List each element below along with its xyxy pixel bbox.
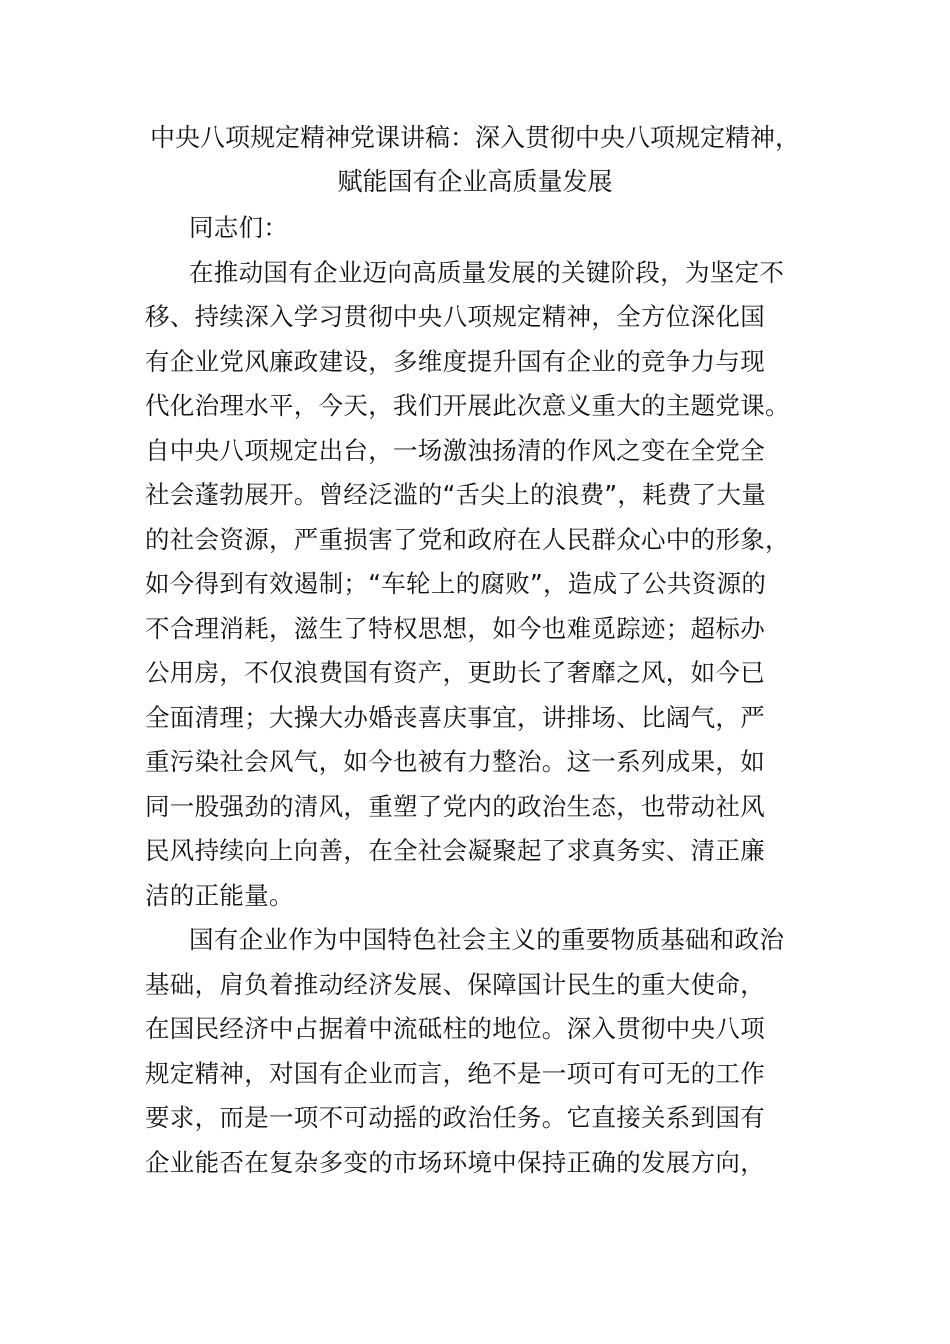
title-line-2: 赋能国有企业高质量发展	[337, 167, 613, 196]
paragraph-line: 的社会资源，严重损害了党和政府在人民群众心中的形象，	[145, 524, 790, 554]
paragraph-line: 社会蓬勃展开。曾经泛滥的“舌尖上的浪费”，耗费了大量	[145, 480, 767, 509]
paragraph-line: 代化治理水平，今天，我们开展此次意义重大的主题党课。	[145, 391, 790, 420]
paragraph-line: 洁的正能量。	[145, 880, 294, 910]
paragraph-2	[145, 918, 825, 1185]
paragraph-line: 在国民经济中占据着中流砥柱的地位。深入贯彻中央八项	[145, 1014, 765, 1043]
paragraph-1	[145, 251, 825, 919]
title-line-1: 中央八项规定精神党课讲稿：深入贯彻中央八项规定精神，	[149, 123, 800, 152]
paragraph-line: 国有企业作为中国特色社会主义的重要物质基础和政治	[189, 925, 785, 954]
document-body	[145, 206, 825, 1185]
paragraph-line: 重污染社会风气，如今也被有力整治。这一系列成果，如	[145, 747, 765, 776]
paragraph-line: 规定精神，对国有企业而言，绝不是一项可有可无的工作	[145, 1058, 765, 1088]
salutation: 同志们：	[189, 213, 289, 242]
paragraph-line: 基础，肩负着推动经济发展、保障国计民生的重大使命，	[145, 969, 765, 999]
paragraph-line: 公用房，不仅浪费国有资产，更助长了奢靡之风，如今已	[145, 658, 765, 687]
paragraph-line: 有企业党风廉政建设，多维度提升国有企业的竞争力与现	[145, 346, 765, 376]
paragraph-line: 要求，而是一项不可动摇的政治任务。它直接关系到国有	[145, 1103, 765, 1132]
paragraph-line: 如今得到有效遏制；“车轮上的腐败”，造成了公共资源的	[145, 569, 767, 598]
paragraph-line: 同一股强劲的清风，重塑了党内的政治生态，也带动社风	[145, 791, 765, 821]
paragraph-line: 企业能否在复杂多变的市场环境中保持正确的发展方向，	[145, 1147, 765, 1177]
paragraph-line: 不合理消耗，滋生了特权思想，如今也难觅踪迹；超标办	[145, 613, 765, 643]
paragraph-line: 民风持续向上向善，在全社会凝聚起了求真务实、清正廉	[145, 836, 765, 865]
document-title	[100, 116, 850, 204]
paragraph-line: 在推动国有企业迈向高质量发展的关键阶段，为坚定不	[189, 257, 785, 287]
paragraph-line: 全面清理；大操大办婚丧喜庆事宜，讲排场、比阔气，严	[145, 702, 765, 732]
paragraph-line: 自中央八项规定出台，一场激浊扬清的作风之变在全党全	[145, 435, 765, 465]
paragraph-line: 移、持续深入学习贯彻中央八项规定精神，全方位深化国	[145, 302, 765, 331]
